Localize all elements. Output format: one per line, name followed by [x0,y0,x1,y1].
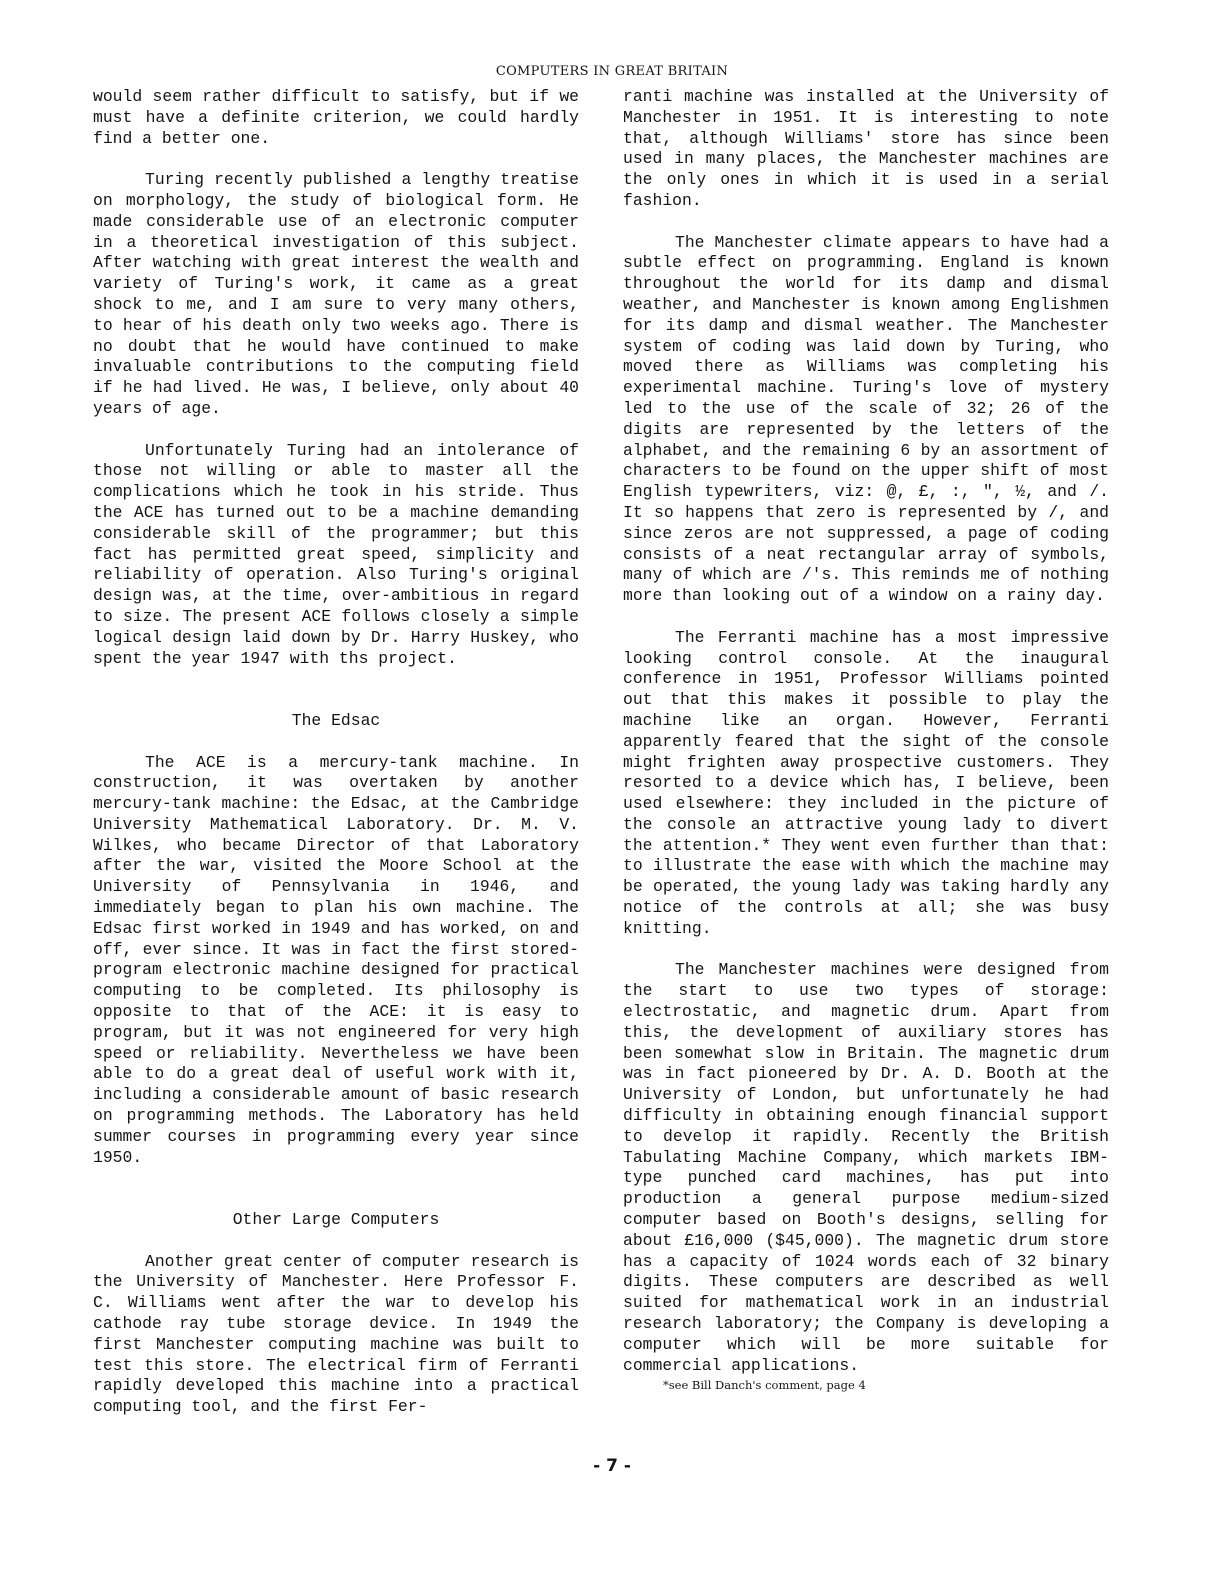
paragraph: Unfortunately Turing had an intolerance of those not willing or able to master all the complications which he took in his stride. Thus the ACE has turned out to be a machine demanding considerable skill of the programmer; but this fact has permitted great speed, simplicity and reliability of operation. Also Turing's original design was, at the time, over-ambitious in regard to size. The present ACE follows closely a simple logical design laid down by Dr. Harry Huskey, who spent the year 1947 with ths project. [93,440,579,668]
page-number: - 7 - [593,1456,631,1476]
footnote: *see Bill Danch's comment, page 4 [663,1378,866,1393]
paragraph: would seem rather difficult to satisfy, but if we must have a definite criterion, we could hardly find a better one. [93,87,579,148]
paragraph: ranti machine was installed at the University of Manchester in 1951. It is interesting to note that, although Williams' store has since been used in many places, the Manchester machines are the only ones in which it is used in a serial fashion. [623,87,1109,210]
paragraph: The Manchester climate appears to have had a subtle effect on programming. England is known throughout the world for its damp and dismal weather, and Manchester is known among Englishmen for its damp and dismal weather. The Manchester system of coding was laid down by Turing, who moved there as Williams was completing his experimental machine. Turing's love of mystery led to the use of the scale of 32; 26 of the digits are represented by the letters of the alphabet, and the remaining 6 by an assortment of characters to be found on the upper shift of most English typewriters, viz: @, £, :, ", ½, and /. It so happens that zero is represented by /, and since zeros are not suppressed, a page of coding consists of a neat rectangular array of symbols, many of which are /'s. This reminds me of nothing more than looking out of a window on a rainy day. [623,232,1109,606]
paragraph: The Manchester machines were designed from the start to use two types of storage: electrostatic, and magnetic drum. Apart from this, the development of auxiliary stores has been somewhat slow in Britain. The magnetic drum was in fact pioneered by Dr. A. D. Booth at the University of London, but unfortunately he had difficulty in obtaining enough financial support to develop it rapidly. Recently the British Tabulating Machine Company, which markets IBM-type punched card machines, has put into production a general purpose medium-sized computer based on Booth's designs, selling for about £16,000 ($45,000). The magnetic drum store has a capacity of 1024 words each of 32 binary digits. These computers are described as well suited for mathematical work in an industrial research laboratory; the Company is developing a computer which will be more suitable for commercial applications. [623,960,1109,1375]
section-heading-other-large-computers: Other Large Computers [232,1210,440,1230]
paragraph: The Ferranti machine has a most impressive looking control console. At the inaugural conference in 1951, Professor Williams pointed out that this makes it possible to play the machine like an organ. However, Ferranti apparently feared that the sight of the console might frighten away prospective customers. They resorted to a device which has, I believe, been used elsewhere: they included in the picture of the console an attractive young lady to divert the attention.* They went even further than that: to illustrate the ease with which the machine may be operated, the young lady was taking hardly any notice of the controls at all; she was busy knitting. [623,627,1109,938]
running-header: COMPUTERS IN GREAT BRITAIN [495,64,729,79]
right-column [623,87,1109,1393]
paragraph: Turing recently published a lengthy treatise on morphology, the study of biological form. He made considerable use of an electronic computer in a theoretical investigation of this subject. After watching with great interest the wealth and variety of Turing's work, it came as a great shock to me, and I am sure to very many others, to hear of his death only two weeks ago. There is no doubt that he would have continued to make invaluable contributions to the computing field if he had lived. He was, I believe, only about 40 years of age. [93,170,579,418]
paragraph: Another great center of computer research is the University of Manchester. Here Professor F. C. Williams went after the war to develop his cathode ray tube storage device. In 1949 the first Manchester computing machine was built to test this store. The electrical firm of Ferranti rapidly developed this machine into a practical computing tool, and the first Fer- [93,1251,579,1417]
left-column [93,87,579,1418]
paragraph: The ACE is a mercury-tank machine. In construction, it was overtaken by another mercury-tank machine: the Edsac, at the Cambridge University Mathematical Laboratory. Dr. M. V. Wilkes, who became Director of that Laboratory after the war, visited the Moore School at the University of Pennsylvania in 1946, and immediately began to plan his own machine. The Edsac first worked in 1949 and has worked, on and off, ever since. It was in fact the first stored-program electronic machine designed for practical computing to be completed. Its philosophy is opposite to that of the ACE: it is easy to program, but it was not engineered for very high speed or reliability. Nevertheless we have been able to do a great deal of useful work with it, including a considerable amount of basic research on programming methods. The Laboratory has held summer courses in programming every year since 1950. [93,752,579,1167]
section-heading-edsac: The Edsac [291,710,381,730]
